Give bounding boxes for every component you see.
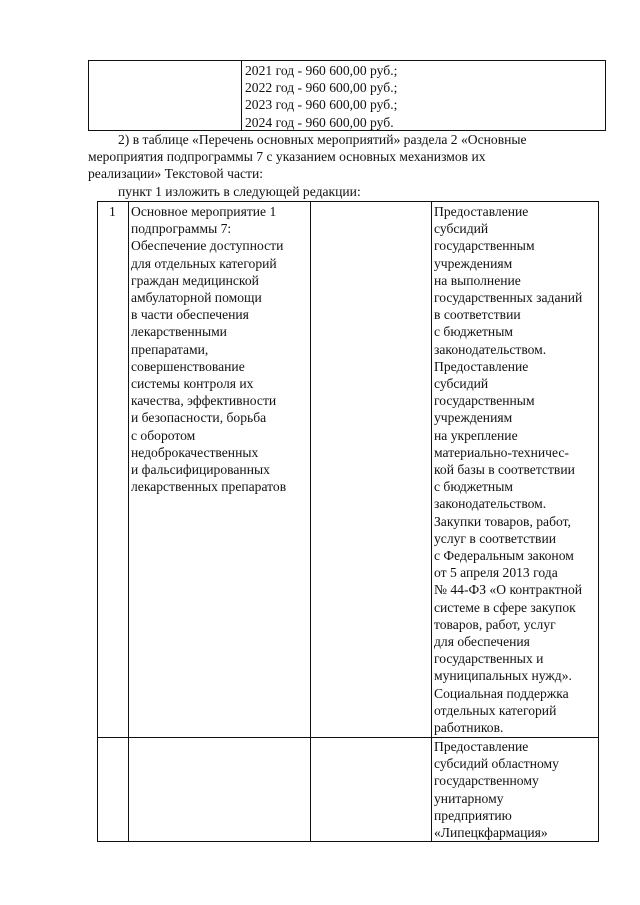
cell-line: на укрепление [434,427,518,443]
paragraph-2-line: реализации» Текстовой части: [88,166,263,182]
cell-line: препаратами, [131,341,209,357]
cell-line: законодательством. [434,341,547,357]
cell-line: № 44-ФЗ «О контрактной [434,582,583,598]
cell-line: на выполнение [434,272,521,288]
cell-line: товаров, работ, услуг [434,616,556,632]
cell-line: и безопасности, борьба [131,410,267,426]
cell-line: учреждениям [434,410,513,426]
cell-line: с оборотом [131,427,196,443]
funding-year-line: 2024 год - 960 600,00 руб. [245,114,394,130]
cell-line: государственных и [434,651,544,667]
funding-table [88,60,606,131]
cell-line: Предоставление [434,358,529,374]
paragraph-2-line: 2) в таблице «Перечень основных мероприятий» раздела 2 «Основные [118,132,527,147]
cell-line: граждан медицинской [131,272,259,288]
mechanism-cell [434,738,559,841]
cell-line: услуг в соответствии [434,530,557,546]
cell-line: для обеспечения [434,634,530,650]
cell-line: качества, эффективности [131,393,277,409]
paragraph-3: пункт 1 изложить в следующей редакции: [118,184,361,199]
cell-line: предприятию [434,807,512,823]
cell-line: государственных заданий [434,290,583,306]
cell-line: Обеспечение доступности [131,238,284,254]
cell-line: «Липецкфармация» [434,825,548,841]
table-column-divider [128,202,129,841]
cell-line: недоброкачественных [131,444,259,460]
measure-description-cell [131,203,286,495]
cell-line: Социальная поддержка [434,685,569,701]
cell-line: лекарственными [131,324,227,340]
funding-years-cell [245,62,397,131]
cell-line: унитарному [434,790,504,806]
cell-line: работников. [434,720,504,736]
cell-line: амбулаторной помощи [131,290,262,306]
cell-line: Предоставление [434,739,529,754]
cell-line: в соответствии [434,307,521,323]
funding-year-line: 2021 год - 960 600,00 руб.; [245,63,398,78]
cell-line: от 5 апреля 2013 года [434,565,558,581]
cell-line: с бюджетным [434,324,513,340]
cell-line: государственному [434,773,539,789]
paragraph-2-line: мероприятия подпрограммы 7 с указанием основных механизмов их [88,149,486,165]
cell-line: подпрограммы 7: [131,221,232,237]
cell-line: муниципальных нужд». [434,668,572,684]
table-column-divider [310,202,311,841]
cell-line: и фальсифицированных [131,462,270,478]
cell-line: Закупки товаров, работ, [434,513,571,529]
cell-line: учреждениям [434,255,513,271]
cell-line: системе в сфере закупок [434,599,576,615]
mechanism-cell [434,203,582,736]
table-column-divider [241,61,242,130]
cell-line: отдельных категорий [434,702,557,718]
paragraph-2 [88,131,606,183]
funding-year-line: 2023 год - 960 600,00 руб.; [245,97,398,113]
cell-line: Предоставление [434,204,529,219]
table-column-divider [431,202,432,841]
measures-table [97,201,599,842]
cell-line: Основное мероприятие 1 [131,204,277,219]
cell-line: кой базы в соответствии [434,462,575,478]
cell-line: в части обеспечения [131,307,249,323]
cell-line: государственным [434,393,535,409]
funding-year-line: 2022 год - 960 600,00 руб.; [245,80,398,96]
row-number: 1 [109,204,116,219]
cell-line: системы контроля их [131,376,254,392]
cell-line: государственным [434,238,535,254]
cell-line: для отдельных категорий [131,255,277,271]
cell-line: материально-техничес- [434,444,569,460]
cell-line: субсидий [434,221,489,237]
cell-line: с бюджетным [434,479,513,495]
cell-line: субсидий областному [434,756,559,772]
cell-line: субсидий [434,376,489,392]
cell-line: лекарственных препаратов [131,479,287,495]
cell-line: с Федеральным законом [434,548,574,564]
cell-line: законодательством. [434,496,547,512]
cell-line: совершенствование [131,358,245,374]
